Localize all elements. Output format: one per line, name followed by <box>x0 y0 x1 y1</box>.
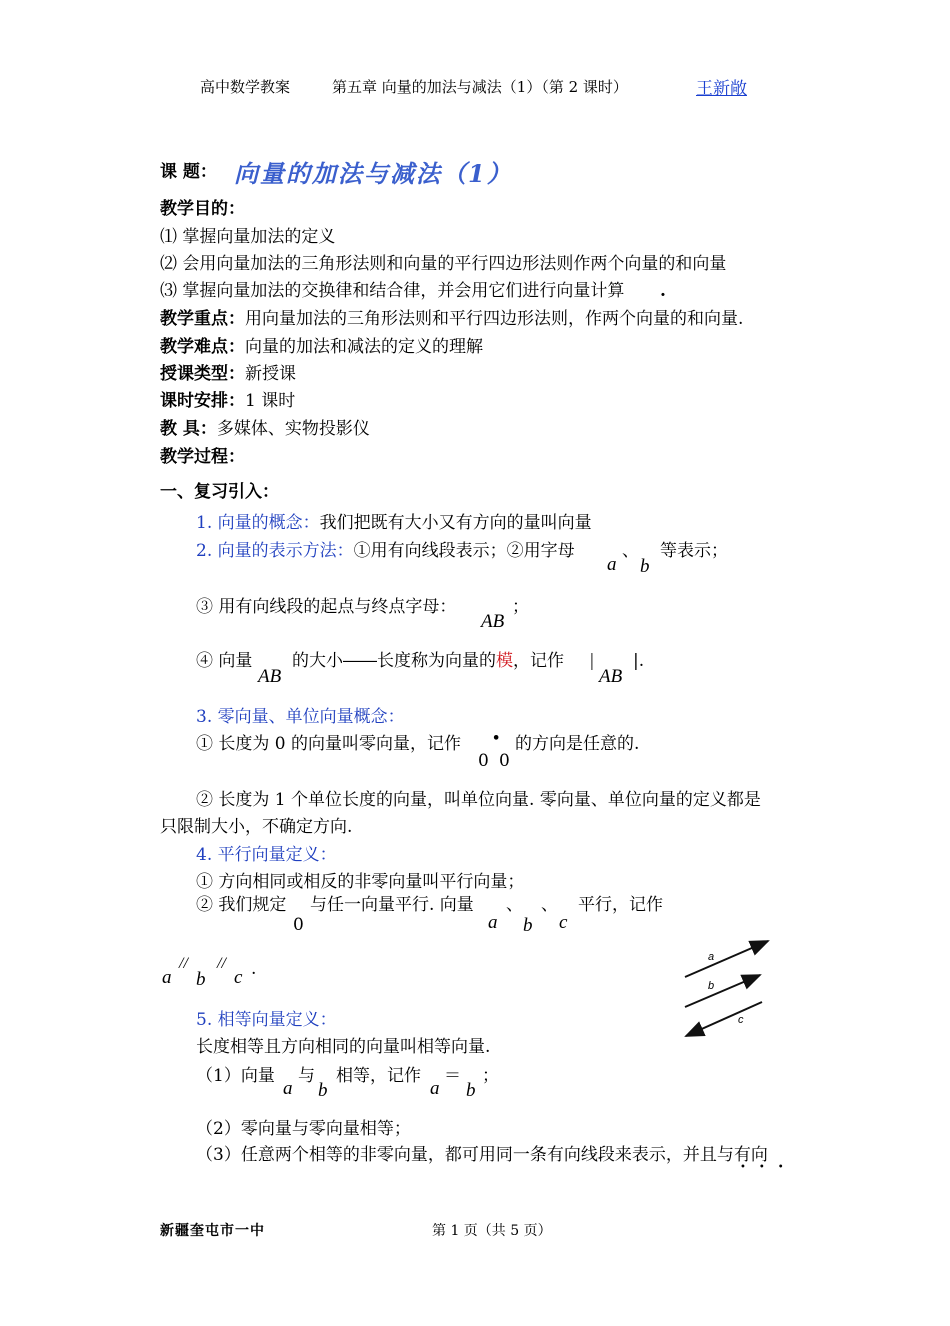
abs-bar-right: |. <box>633 651 645 671</box>
s2-sep: 、 <box>622 541 639 561</box>
footer-page: 第 1 页（共 5 页） <box>432 1223 552 1239</box>
focus-label: 教学重点： <box>160 309 245 329</box>
s5-line4: （3）任意两个相等的非零向量，都可用同一条有向线段来表示，并且与有向 <box>196 1145 768 1165</box>
author-link[interactable]: 王新敞 <box>696 79 747 99</box>
hours-label: 课时安排： <box>160 391 245 411</box>
parallel-symbol: // <box>179 955 188 972</box>
goal-item: ⑵ 会用向量加法的三角形法则和向量的平行四边形法则作两个向量的和向量 <box>160 254 727 274</box>
term-mo: 模 <box>496 651 513 671</box>
title-label: 课 题： <box>160 162 217 182</box>
s2-line4-c: ，记作 <box>513 651 564 671</box>
s5-line2-c: 相等，记作 <box>336 1066 421 1086</box>
page-title: 向量的加法与减法（1） <box>234 159 513 188</box>
tools-text: 多媒体、实物投影仪 <box>216 419 370 439</box>
s1-text: 我们把既有大小又有方向的量叫向量 <box>319 513 592 533</box>
s1-label: 1. 向量的概念： <box>196 513 320 533</box>
s5-line1: 长度相等且方向相同的向量叫相等向量. <box>196 1037 491 1057</box>
s5-label: 5. 相等向量定义： <box>196 1010 337 1030</box>
s2-line3: ③ 用有向线段的起点与终点字母： <box>196 597 457 617</box>
s5-line2-b: 与 <box>298 1066 315 1086</box>
figure-label-a: a <box>708 951 715 963</box>
figure-label-c: c <box>738 1014 744 1026</box>
footer-school: 新疆奎屯市一中 <box>160 1223 265 1239</box>
vector-b-arrow <box>685 975 760 1007</box>
s2-line4-b: 的大小――长度称为向量的 <box>292 651 496 671</box>
s4-line2-b: 与任一向量平行. 向量 <box>310 895 474 915</box>
header-course: 高中数学教案 <box>200 78 291 96</box>
s2-text-b: 等表示； <box>660 541 728 561</box>
lesson-type-text: 新授课 <box>245 364 296 384</box>
process-label: 教学过程： <box>160 447 245 467</box>
var-a: a <box>607 554 617 575</box>
s4-sep: 、 <box>506 895 523 915</box>
s3-line3: 只限制大小，不确定方向. <box>160 817 353 837</box>
parallel-vectors-figure <box>680 935 775 1045</box>
s2-line4-a: ④ 向量 <box>196 651 253 671</box>
difficulty-text: 向量的加法和减法的定义的理解 <box>245 337 483 357</box>
s2-label: 2. 向量的表示方法： <box>196 541 354 561</box>
zero-symbol: 0 <box>499 751 510 771</box>
var-c: c <box>559 912 568 933</box>
section1-heading: 一、复习引入： <box>160 482 279 502</box>
s5-line3: （2）零向量与零向量相等； <box>196 1119 411 1139</box>
goal-end-dot: . <box>660 281 666 301</box>
emphasis-dots: ••• <box>740 1162 797 1173</box>
zero-symbol: 0 <box>293 915 304 935</box>
s4-line1: ① 方向相同或相反的非零向量叫平行向量； <box>196 872 525 892</box>
goal-item: ⑴ 掌握向量加法的定义 <box>160 227 336 247</box>
s3-line1-b: 的方向是任意的. <box>515 734 640 754</box>
s4-line2-c: 平行，记作 <box>578 895 663 915</box>
figure-label-b: b <box>708 980 715 992</box>
var-b: b <box>196 969 206 990</box>
abs-bar-left: | <box>589 651 595 671</box>
parallel-symbol: // <box>217 955 226 972</box>
focus-text: 用向量加法的三角形法则和平行四边形法则，作两个向量的和向量. <box>245 309 744 329</box>
s4-line2-a: ② 我们规定 <box>196 895 287 915</box>
var-ab: AB <box>599 666 623 687</box>
var-b: b <box>640 556 650 577</box>
header-chapter: 第五章 向量的加法与减法（1）（第 2 课时） <box>332 78 628 96</box>
s2-text-a: ①用有向线段表示；②用字母 <box>353 541 575 561</box>
vector-c-arrow <box>686 1002 762 1036</box>
s3-line2: ② 长度为 1 个单位长度的向量，叫单位向量. 零向量、单位向量的定义都是 <box>196 790 761 810</box>
equals-sign: ＝ <box>444 1066 461 1086</box>
var-b: b <box>523 915 533 936</box>
s5-line2-a: （1）向量 <box>196 1066 275 1086</box>
var-ab: AB <box>481 611 505 632</box>
tools-label: 教 具： <box>160 419 217 439</box>
s3-line1-a: ① 长度为 0 的向量叫零向量，记作 <box>196 734 462 754</box>
vector-a-arrow <box>685 941 768 977</box>
s2-line3-end: ； <box>512 597 529 617</box>
s5-line2-end: ； <box>482 1066 499 1086</box>
s3-label: 3. 零向量、单位向量概念： <box>196 707 405 727</box>
var-ab: AB <box>258 666 282 687</box>
var-b: b <box>466 1080 476 1101</box>
goals-heading: 教学目的： <box>160 199 245 219</box>
difficulty-label: 教学难点： <box>160 337 245 357</box>
s4-sep: 、 <box>541 895 558 915</box>
var-a: a <box>162 967 172 988</box>
s4-end: . <box>251 959 257 979</box>
var-a: a <box>283 1078 293 1099</box>
hours-text: 1 课时 <box>245 391 296 411</box>
goal-item: ⑶ 掌握向量加法的交换律和结合律，并会用它们进行向量计算 <box>160 281 625 301</box>
s3-dot: • <box>492 731 501 746</box>
var-a: a <box>430 1078 440 1099</box>
var-b: b <box>318 1080 328 1101</box>
zero-symbol: 0 <box>478 751 489 771</box>
var-a: a <box>488 912 498 933</box>
lesson-type-label: 授课类型： <box>160 364 245 384</box>
var-c: c <box>234 967 243 988</box>
s4-label: 4. 平行向量定义： <box>196 845 337 865</box>
